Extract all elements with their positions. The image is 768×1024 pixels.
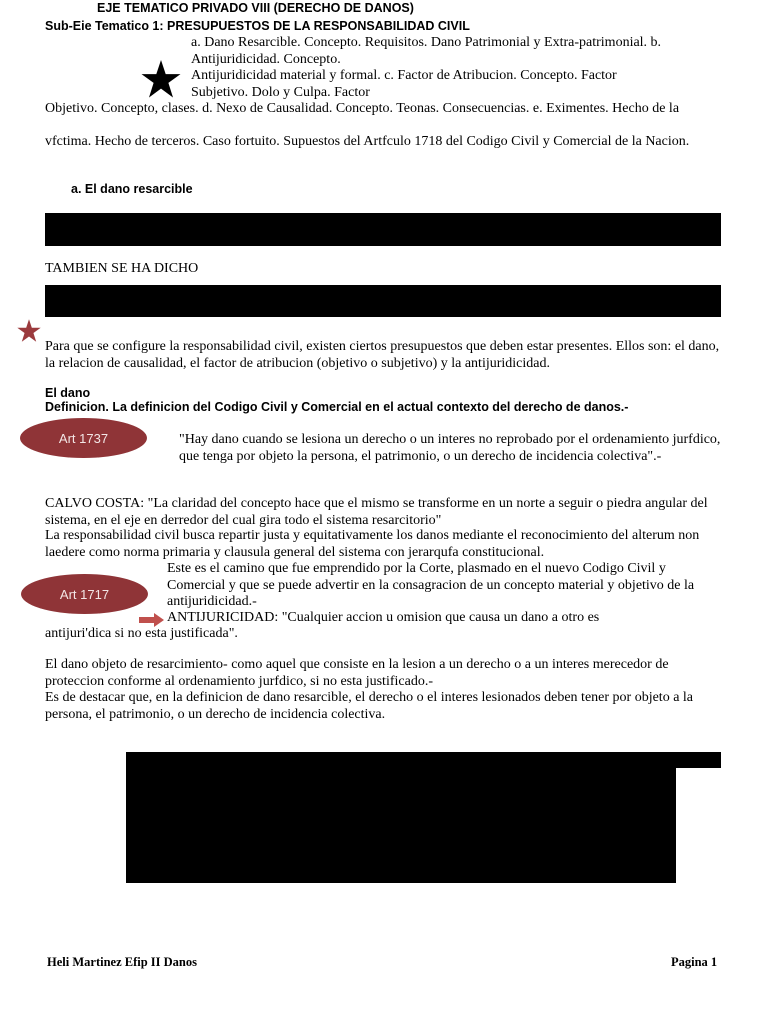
syllabus-line: Objetivo. Concepto, clases. d. Nexo de Causalidad. Concepto. Teonas. Consecuencias. e. Eximentes. Hecho de la: [45, 101, 680, 116]
syllabus-line: Antijuridicidad. Concepto.: [191, 51, 341, 67]
syllabus-line: Antijuridicidad material y formal. c. Factor de Atribucion. Concepto. Factor: [191, 68, 617, 83]
redaction-bar: [45, 213, 721, 246]
redaction-block-top: [126, 752, 721, 768]
document-title: EJE TEMATICO PRIVADO VIII (DERECHO DE DANOS): [97, 1, 414, 15]
page-number: Pagina 1: [671, 955, 718, 969]
art-1717-badge: Art 1717: [21, 574, 148, 614]
responsabilidad-paragraph: La responsabilidad civil busca repartir justa y equitativamente los danos mediante el reconocimiento del alterum non laedere como norma primaria y clausula general del sistema con jerarqufa constitucional.: [45, 528, 700, 560]
tambien-text: TAMBIEN SE HA DICHO: [45, 261, 199, 276]
document-subtitle: Sub-Eie Tematico 1: PRESUPUESTOS DE LA RESPONSABILIDAD CIVIL: [45, 19, 470, 33]
right-arrow-icon: [139, 613, 164, 627]
art-1737-badge: Art 1737: [20, 418, 147, 458]
calvo-costa-paragraph: CALVO COSTA: "La claridad del concepto hace que el mismo se transforme en un norte a seguir o piedra angular del sistema, en el eje en derredor del cual gira todo el sistema resarcitorio": [45, 496, 708, 528]
black-star-icon: [141, 60, 181, 99]
camino-text: Este es el camino que fue emprendido por la Corte, plasmado en el nuevo Codigo Civil y Comercial y que se puede advertir en la consagracion de un concepto material y objetivo de la antijuridicidad.-: [167, 561, 695, 609]
section-heading: a. El dano resarcible: [71, 182, 193, 196]
redaction-block: [126, 767, 676, 883]
destacar-paragraph: Es de destacar que, en la definicion de dano resarcible, el derecho o el interes lesionados deben tener por objeto a la persona, el patrimonio, o un derecho de incidencia colectiva.: [45, 690, 694, 722]
dano-objeto-paragraph: El dano objeto de resarcimiento- como aquel que consiste en la lesion a un derecho o a un interes merecedor de proteccion conforme al ordenamiento jurfdico, si no esta justificado.-: [45, 657, 669, 689]
presupuestos-paragraph: Para que se configure la responsabilidad civil, existen ciertos presupuestos que deben estar presentes. Ellos son: el dano, la relacion de causalidad, el factor de atribucion (objetivo o subjetivo) y la antijuridicidad.: [45, 339, 720, 371]
art-1737-quote: "Hay dano cuando se lesiona un derecho o un interes no reprobado por el ordenamiento jurfdico, que tenga por objeto la persona, el patrimonio, o un derecho de incidencia colectiva".-: [179, 432, 721, 464]
red-star-icon: [17, 319, 41, 343]
footer-author: Heli Martinez Efip II Danos: [47, 955, 197, 969]
syllabus-line: a. Dano Resarcible. Concepto. Requisitos. Dano Patrimonial y Extra-patrimonial. b.: [191, 35, 662, 50]
definicion-heading: Definicion. La definicion del Codigo Civil y Comercial en el actual contexto del derecho de danos.-: [45, 400, 629, 414]
syllabus-indented: [191, 35, 731, 101]
el-dano-heading: El dano: [45, 386, 91, 400]
antijuricidad-line: antijuri'dica si no esta justificada".: [45, 626, 238, 641]
syllabus-line: vfctima. Hecho de terceros. Caso fortuito. Supuestos del Artfculo 1718 del Codigo Civil y Comercial de la Nacion.: [45, 134, 690, 149]
antijuricidad-line: ANTIJURICIDAD: "Cualquier accion u omision que causa un dano a otro es: [167, 610, 600, 625]
syllabus-line: Subjetivo. Dolo y Culpa. Factor: [191, 84, 370, 100]
redaction-bar: [45, 285, 721, 317]
